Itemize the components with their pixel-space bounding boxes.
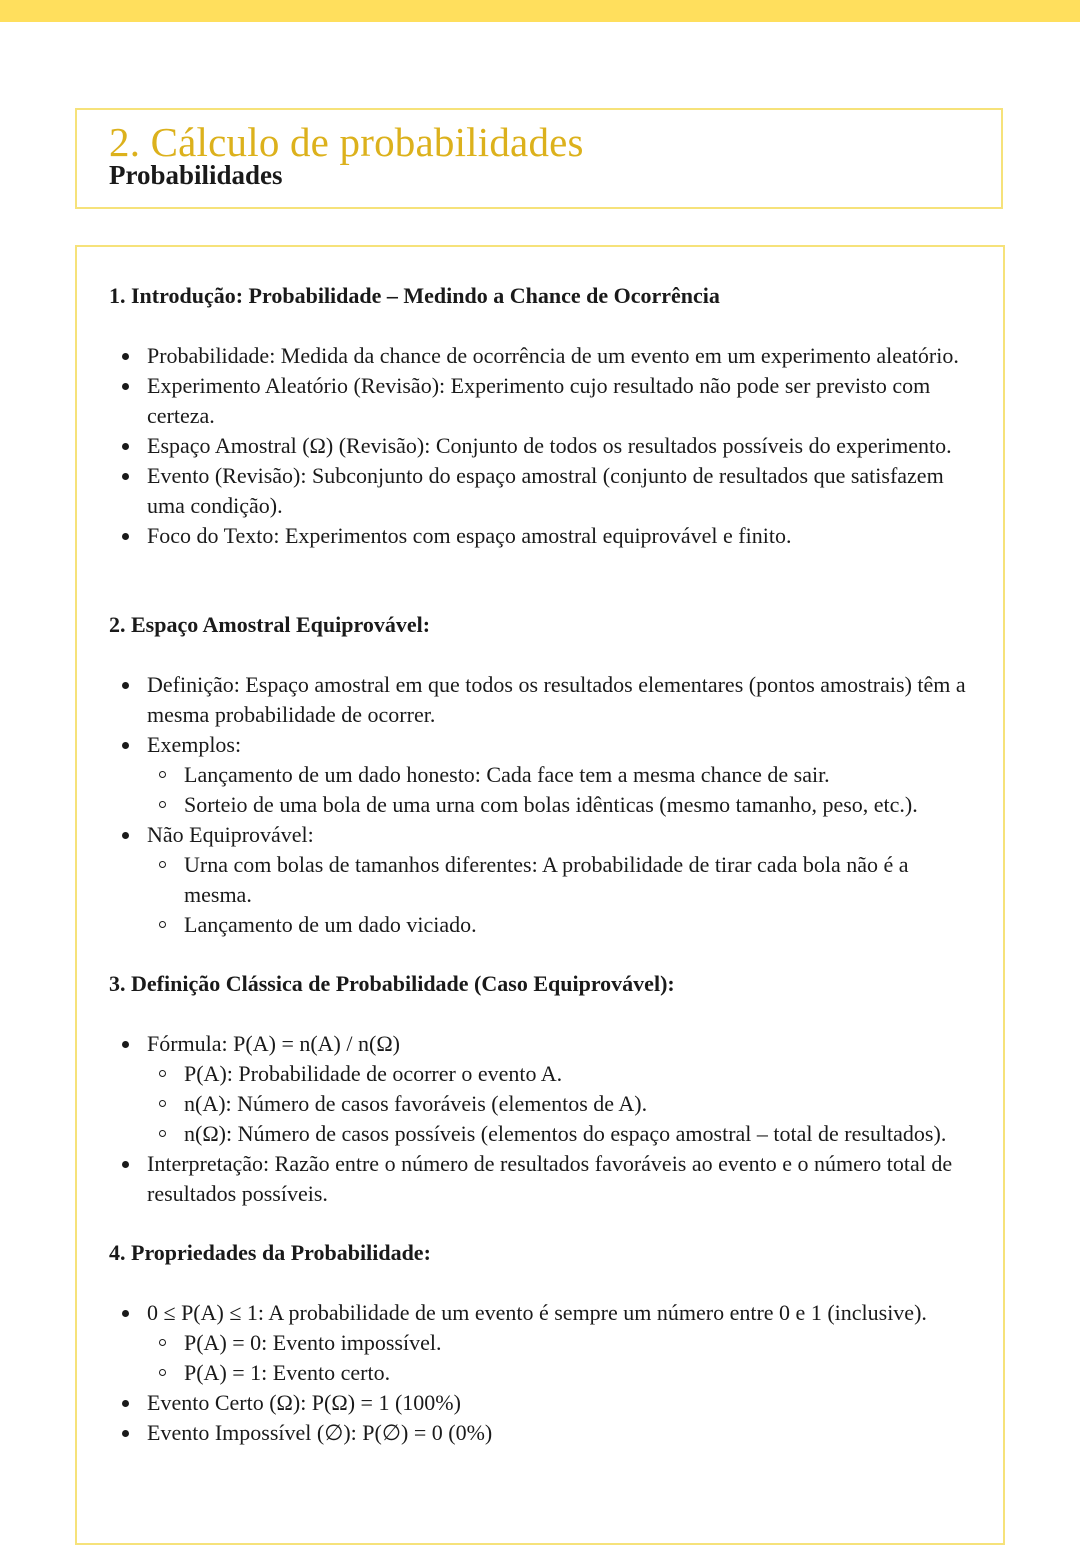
- sub-list: [147, 1328, 979, 1388]
- sub-list-item: n(Ω): Número de casos possíveis (elementos do espaço amostral – total de resultados).: [147, 1119, 979, 1149]
- list-item: Probabilidade: Medida da chance de ocorrência de um evento em um experimento aleatório.: [109, 341, 979, 371]
- list-item: [109, 1298, 979, 1388]
- list-item-text: Exemplos:: [147, 732, 242, 757]
- sub-list-item: n(A): Número de casos favoráveis (elementos de A).: [147, 1089, 979, 1119]
- list-item: [109, 820, 979, 940]
- bullet-list: [109, 670, 979, 940]
- list-item: Foco do Texto: Experimentos com espaço amostral equiprovável e finito.: [109, 521, 979, 551]
- bullet-list: [109, 341, 979, 551]
- top-accent-bar: [0, 0, 1080, 22]
- section-introducao: [109, 281, 979, 551]
- formula-text: Fórmula: P(A) = n(A) / n(Ω): [147, 1031, 400, 1056]
- section-equiprovavel: [109, 610, 979, 940]
- title-box: [75, 108, 1003, 209]
- list-item: Evento (Revisão): Subconjunto do espaço amostral (conjunto de resultados que satisfazem uma condição).: [109, 461, 979, 521]
- sub-list-item: Urna com bolas de tamanhos diferentes: A probabilidade de tirar cada bola não é a mesma.: [147, 850, 979, 910]
- list-item: Espaço Amostral (Ω) (Revisão): Conjunto de todos os resultados possíveis do experimento.: [109, 431, 979, 461]
- list-item-text: 0 ≤ P(A) ≤ 1: A probabilidade de um evento é sempre um número entre 0 e 1 (inclusive).: [147, 1300, 927, 1325]
- sub-list: [147, 850, 979, 940]
- section-propriedades: [109, 1238, 979, 1448]
- list-item: [109, 670, 979, 730]
- list-item-text: Evento Impossível (∅): P(∅) = 0 (0%): [147, 1420, 493, 1445]
- list-item-text: Não Equiprovável:: [147, 822, 314, 847]
- list-item: [109, 730, 979, 820]
- list-item: [109, 1418, 979, 1448]
- sub-list-item: Lançamento de um dado viciado.: [147, 910, 979, 940]
- page-subtitle: Probabilidades: [109, 160, 283, 190]
- list-item: [109, 1149, 979, 1209]
- sub-list-item: P(A) = 1: Evento certo.: [147, 1358, 979, 1388]
- bullet-list: [109, 1298, 979, 1448]
- section-heading: 3. Definição Clássica de Probabilidade (Caso Equiprovável):: [109, 971, 675, 996]
- sub-list: [147, 760, 979, 820]
- section-definicao-classica: [109, 969, 979, 1209]
- sub-list-item: Sorteio de uma bola de uma urna com bolas idênticas (mesmo tamanho, peso, etc.).: [147, 790, 979, 820]
- list-item: [109, 1029, 979, 1149]
- list-item-text: Evento Certo (Ω): P(Ω) = 1 (100%): [147, 1390, 461, 1415]
- sub-list-item: Lançamento de um dado honesto: Cada face tem a mesma chance de sair.: [147, 760, 979, 790]
- list-item-text: Interpretação: Razão entre o número de resultados favoráveis ao evento e o número total de resultados possíveis.: [147, 1151, 953, 1206]
- page-title: 2. Cálculo de probabilidades: [109, 119, 584, 165]
- list-item: Experimento Aleatório (Revisão): Experimento cujo resultado não pode ser previsto com certeza.: [109, 371, 979, 431]
- section-heading: 2. Espaço Amostral Equiprovável:: [109, 612, 431, 637]
- bullet-list: [109, 1029, 979, 1209]
- list-item-text: Definição: Espaço amostral em que todos os resultados elementares (pontos amostrais) têm a mesma probabilidade de ocorrer.: [147, 672, 966, 727]
- section-heading: 1. Introdução: Probabilidade – Medindo a Chance de Ocorrência: [109, 283, 720, 308]
- section-heading: 4. Propriedades da Probabilidade:: [109, 1240, 431, 1265]
- sub-list: [147, 1059, 979, 1149]
- sub-list-item: P(A): Probabilidade de ocorrer o evento A.: [147, 1059, 979, 1089]
- sub-list-item: P(A) = 0: Evento impossível.: [147, 1328, 979, 1358]
- list-item: [109, 1388, 979, 1418]
- content-box: [75, 245, 1005, 1545]
